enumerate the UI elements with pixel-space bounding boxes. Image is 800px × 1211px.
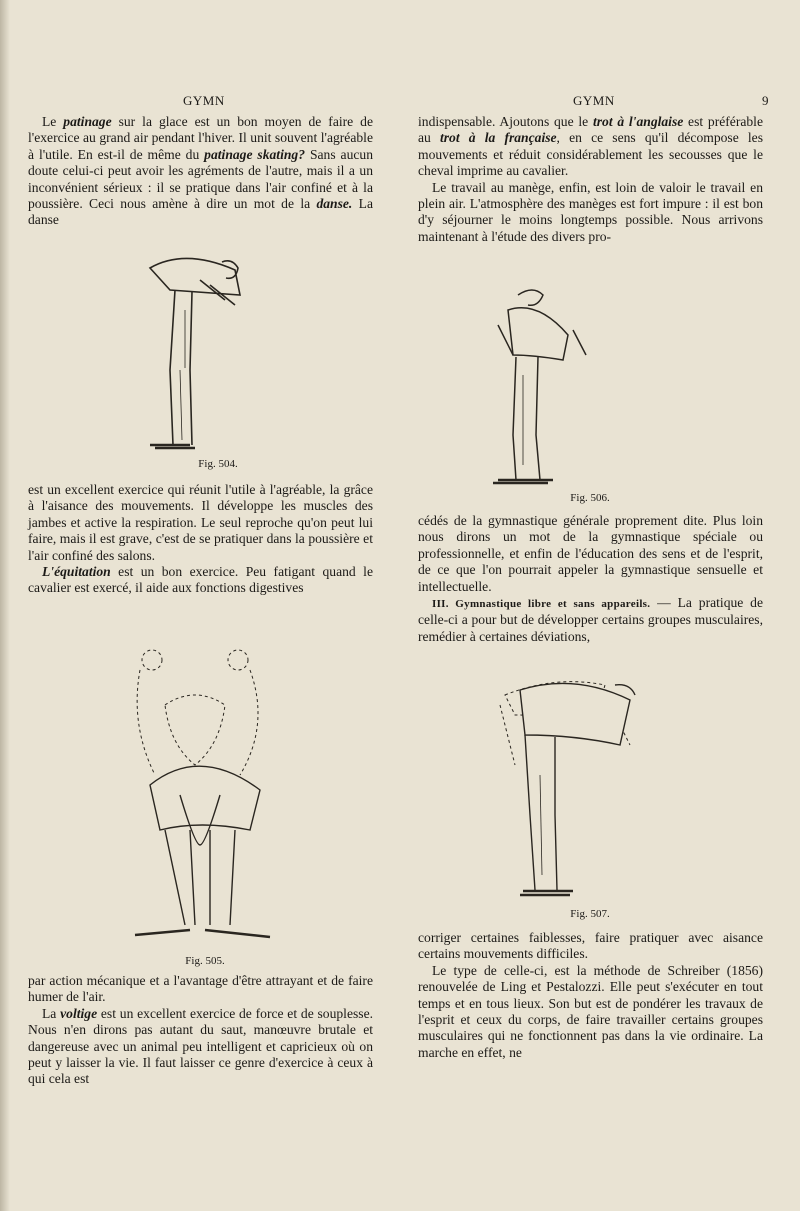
running-head-right: GYMN: [573, 93, 615, 108]
figure-505-illustration: [110, 645, 290, 945]
right-column-mid: [418, 513, 763, 645]
paragraph-action: par action mécanique et a l'avantage d'être attrayant et de faire humer de l'air.: [28, 973, 373, 1005]
paragraph-schreiber: Le type de celle-ci, est la méthode de Schreiber (1856) renouvelée de Ling et Pestalozzi. Elle peut s'exécuter en tout temps et en tous lieux. Son but est de pondérer les travaux de l'esprit et ceux du corps, de faire travailler certains groupes musculaires qui ne fonctionnent pas dans la vie ordinaire. La marche en effet, ne: [418, 962, 763, 1060]
left-column-top: [28, 114, 373, 229]
paragraph-voltige: La voltige est un excellent exercice de force et de souplesse. Nous n'en dirons pas autant du saut, manœuvre brutale et dangereuse avec un animal peu intelligent et capricieux où on peut y laisser la vie. Il faut laisser ce genre d'exercice à ceux à qui cela est: [28, 1005, 373, 1087]
right-column-top: [418, 114, 763, 245]
paragraph-corriger: corriger certaines faiblesses, faire pratiquer avec aisance certains mouvements difficiles.: [418, 930, 763, 962]
right-column-bottom: [418, 930, 763, 1061]
page-edge: [0, 0, 10, 1211]
left-column-mid: [28, 482, 373, 597]
running-head-left: GYMN: [183, 93, 225, 108]
paragraph-patinage: Le patinage sur la glace est un bon moyen de faire de l'exercice au grand air pendant l'hiver. Il unit souvent l'agréable à l'utile. En est-il de même du patinage skating? Sans aucun doute celui-ci peut avoir les agréments de l'autre, mais il a un inconvénient sérieux : il se pratique dans l'air confiné et à la poussière. Ceci nous amène à dire un mot de la danse. La danse: [28, 114, 374, 228]
figure-506-caption: Fig. 506.: [570, 492, 610, 504]
paragraph-danse: est un excellent exercice qui réunit l'utile à l'agréable, la grâce à l'aisance des mouvements. Il développe les muscles des jambes et active la respiration. Le seul reproche qu'on peut lui faire, mais il est grave, c'est de se pratiquer dans la poussière et l'air confiné des salons.: [28, 482, 373, 563]
figure-506-illustration: [478, 285, 623, 490]
figure-507-caption: Fig. 507.: [570, 908, 610, 920]
paragraph-manege: Le travail au manège, enfin, est loin de valoir le travail en plein air. L'atmosphère des manèges est fort impure : il est bon d'y séjourner le moins longtemps possible. Nous arrivons maintenant à l'étude des divers pro-: [418, 179, 763, 244]
paragraph-procedes: cédés de la gymnastique générale proprement dite. Plus loin nous dirons un mot de la gymnastique spéciale ou professionnelle, et enfin de l'éducation des sens et de l'esprit, de ce que l'on pourrait appeler la gymnastique sensuelle et intellectuelle.: [418, 513, 763, 594]
figure-505-caption: Fig. 505.: [185, 955, 225, 967]
left-column-bottom: [28, 973, 373, 1088]
paragraph-gymnastique-libre: III. Gymnastique libre et sans appareils. — La pratique de celle-ci a pour but de développer certains groupes musculaires, remédier à certaines déviations,: [418, 595, 763, 644]
paragraph-trot: indispensable. Ajoutons que le trot à l'anglaise est préférable au trot à la française, en ce sens qu'il décompose les mouvements et réduit considérablement les secousses que le cheval imprime au cavalier.: [418, 114, 763, 179]
figure-504-illustration: [140, 250, 280, 455]
page-number: 9: [762, 93, 769, 108]
figure-507-illustration: [495, 675, 665, 905]
paragraph-equitation: L'équitation est un bon exercice. Peu fatigant quand le cavalier est exercé, il aide aux fonctions digestives: [28, 564, 373, 596]
figure-504-caption: Fig. 504.: [198, 458, 238, 470]
